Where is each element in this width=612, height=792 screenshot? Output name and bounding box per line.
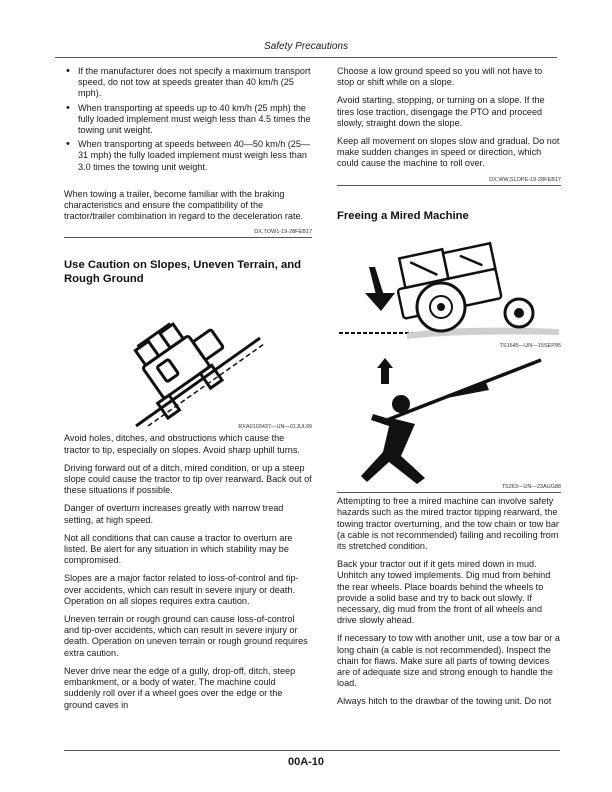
right-column (337, 66, 561, 715)
figure-code: TS1645—UN—15SEP95 (499, 343, 561, 350)
figure-code: TS263—UN—23AUG88 (501, 484, 561, 491)
body-paragraph: Always hitch to the drawbar of the towing unit. Do not (337, 696, 552, 707)
mired-tractor-illustration (337, 229, 561, 347)
body-paragraph: Choose a low ground speed so you will not have to stop or shift while on a slope. (337, 66, 543, 88)
section-divider (337, 185, 561, 186)
bullet-item: • When transporting at speeds between 40—50 km/h (25—31 mph) the fully loaded implement must weigh less than 3.0 times the towing unit weight. (64, 139, 312, 173)
towing-bullet-list (64, 66, 312, 173)
body-paragraph: Attempting to free a mired machine can involve safety hazards such as the mired tractor tipping rearward, the towing tractor overturning, and the tow chain or tow bar (a cable is not recommended) failing and recoiling from its stretched condition. (337, 496, 559, 551)
page-header-title: Safety Precautions (264, 41, 348, 52)
body-paragraph: Avoid holes, ditches, and obstructions which cause the tractor to tip, especially on slopes. Avoid sharp uphill turns. (64, 433, 300, 455)
bullet-item: • When transporting at speeds up to 40 km/h (25 mph) the fully loaded implement must weigh less than 4.5 times the towing unit weight. (64, 103, 312, 137)
recoil-hazard-person-icon (337, 358, 561, 488)
section-divider (64, 237, 312, 238)
body-paragraph: If necessary to tow with another unit, use a tow bar or a long chain (a cable is not recommended). Inspect the chain for flaws. Make sure all parts of towing devices are of adequate size and strong enough to handle the load. (337, 633, 560, 689)
tractor-slope-rollover-illustration (64, 288, 312, 430)
figure-code: RXA0103437—UN—01JUL09 (238, 424, 312, 431)
reference-code: DX,WW,SLOPE-19-28FEB17 (489, 176, 561, 183)
body-paragraph: Back your tractor out if it gets mired down in mud. Unhitch any towed implements. Dig mud from behind the rear wheels. Place boards behind the wheels to provide a solid base and try to back out slowly. If necessary, dig mud from the front of all wheels and drive slowly ahead. (337, 559, 551, 626)
footer-divider (64, 750, 560, 751)
body-paragraph: Avoid starting, stopping, or turning on a slope. If the tires lose traction, disengage the PTO and proceed slowly, straight down the slope. (337, 95, 545, 128)
figure-divider (337, 492, 561, 493)
body-paragraph: Slopes are a major factor related to loss-of-control and tip-over accidents, which can result in severe injury or death. Operation on all slopes requires extra caution. (64, 573, 299, 606)
body-paragraph: Danger of overturn increases greatly with narrow tread setting, at high speed. (64, 503, 284, 525)
bullet-item: • If the manufacturer does not specify a maximum transport speed, do not tow at speeds greater than 40 km/h (25 mph). (64, 66, 312, 100)
body-paragraph: Uneven terrain or rough ground can cause loss-of-control and tip-over accidents, which can result in severe injury or death. Operation on uneven terrain or rough ground requires extra caution. (64, 614, 308, 658)
trailer-paragraph: When towing a trailer, become familiar with the braking characteristics and ensure the compatibility of the tractor/trailer combination in regard to the deceleration rate. (64, 188, 304, 222)
body-paragraph: Not all conditions that can cause a tractor to overturn are listed. Be alert for any situation in which stability may be compromised. (64, 532, 293, 566)
header-divider (55, 57, 557, 58)
body-paragraph: Driving forward out of a ditch, mired condition, or up a steep slope could cause the tractor to tip over rearward. Back out of these situations if possible. (64, 462, 312, 496)
mired-machine-heading: Freeing a Mired Machine (337, 209, 469, 222)
body-paragraph: Keep all movement on slopes slow and gradual. Do not make sudden changes in speed or direction, which could cause the machine to roll over. (337, 136, 560, 169)
slopes-heading: Use Caution on Slopes, Uneven Terrain, and Rough Ground (64, 259, 302, 285)
left-column (64, 66, 312, 718)
page-number: 00A-10 (287, 756, 325, 768)
body-paragraph: Never drive near the edge of a gully, drop-off, ditch, steep embankment, or a body of water. The machine could suddenly roll over if a wheel goes over the edge or the ground caves in (64, 665, 296, 710)
reference-code: DX,TOW1-19-28FEB17 (254, 229, 312, 236)
